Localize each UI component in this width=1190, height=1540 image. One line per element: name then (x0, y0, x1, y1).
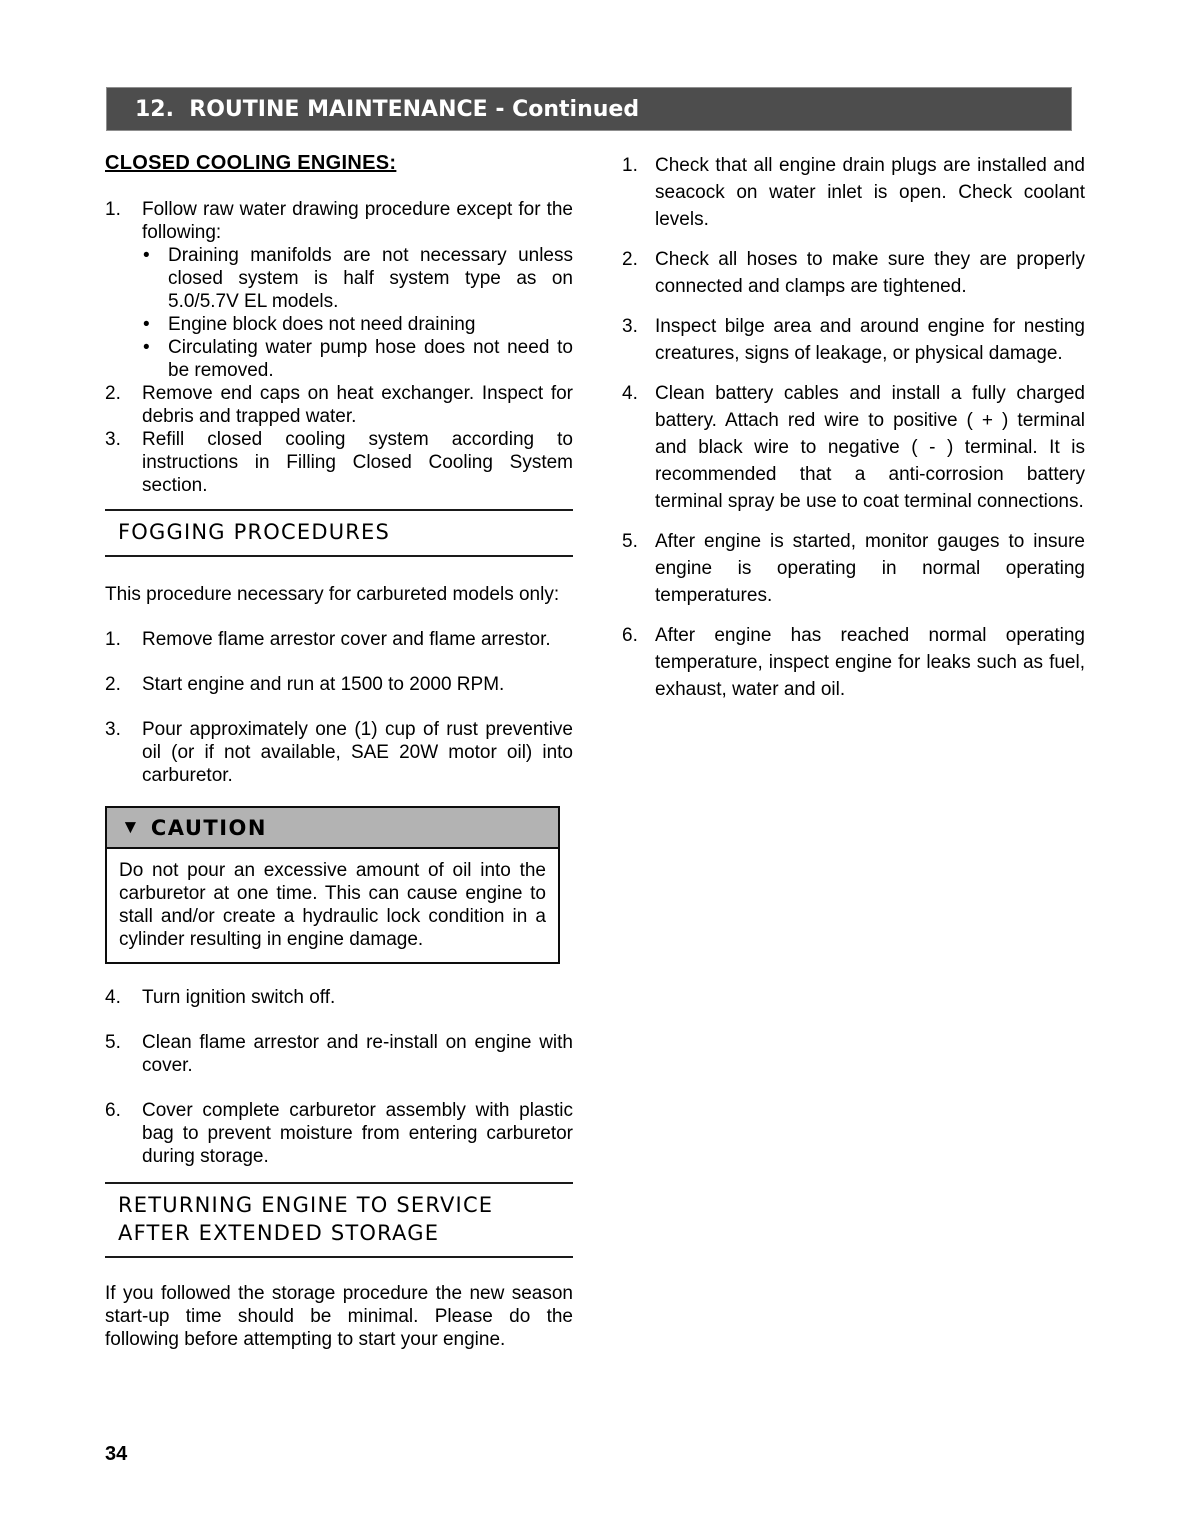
bullet-item (142, 336, 573, 382)
list-item (105, 1099, 573, 1168)
list-item (105, 986, 573, 1009)
list-item-text: Pour approximately one (1) cup of rust preventive oil (or if not available, SAE 20W motor oil) into carburetor. (142, 719, 573, 786)
list-item (105, 1031, 573, 1077)
right-column (622, 152, 1085, 716)
list-item-text: Remove end caps on heat exchanger. Inspect for debris and trapped water. (142, 383, 573, 427)
list-item-text: Check that all engine drain plugs are installed and seacock on water inlet is open. Check coolant levels. (655, 155, 1085, 230)
list-item-number: 5. (105, 1032, 121, 1053)
list-item (105, 198, 573, 382)
returning-heading: RETURNING ENGINE TO SERVICE AFTER EXTENDED STORAGE (118, 1193, 494, 1245)
fogging-heading-block (105, 509, 573, 557)
list-item-text: After engine is started, monitor gauges to insure engine is operating in normal operating temperatures. (655, 531, 1085, 606)
list-item-body (142, 198, 573, 382)
list-item-text: Follow raw water drawing procedure except for the following: (142, 199, 573, 243)
caution-header (105, 806, 560, 849)
list-item (622, 313, 1085, 367)
list-item (105, 382, 573, 428)
list-item-number: 4. (105, 987, 121, 1008)
list-item-text: Turn ignition switch off. (142, 987, 336, 1008)
list-item-text: After engine has reached normal operating temperature, inspect engine for leaks such as fuel, exhaust, water and oil. (655, 625, 1085, 700)
section-header-title: 12. ROUTINE MAINTENANCE - Continued (135, 96, 640, 122)
page-number: 34 (105, 1443, 128, 1465)
list-item-text: Refill closed cooling system according to instructions in Filling Closed Cooling System section. (142, 429, 573, 496)
list-item-number: 1. (622, 155, 638, 176)
list-item (105, 718, 573, 787)
bullet-list (142, 244, 573, 382)
bullet-icon: • (143, 337, 150, 358)
list-item-text: Start engine and run at 1500 to 2000 RPM. (142, 674, 505, 695)
caution-text: Do not pour an excessive amount of oil into the carburetor at one time. This can cause engine to stall and/or create a hydraulic lock condition in a cylinder resulting in engine damage. (105, 849, 560, 964)
bullet-text: Circulating water pump hose does not need to be removed. (168, 337, 573, 381)
list-item (622, 622, 1085, 703)
caution-triangle-icon: ▼ (121, 817, 140, 838)
fogging-intro: This procedure necessary for carbureted models only: (105, 584, 560, 605)
list-item (105, 428, 573, 497)
list-item (622, 528, 1085, 609)
section-header-bar (106, 87, 1072, 131)
fogging-heading: FOGGING PROCEDURES (118, 520, 391, 544)
list-item (105, 673, 573, 696)
list-item-number: 2. (105, 674, 121, 695)
list-item-text: Cover complete carburetor assembly with plastic bag to prevent moisture from entering carburetor during storage. (142, 1100, 573, 1167)
caution-box (105, 806, 560, 964)
list-item-number: 1. (105, 199, 121, 220)
list-item (622, 246, 1085, 300)
fogging-list (105, 628, 573, 787)
list-item (622, 152, 1085, 233)
bullet-text: Engine block does not need draining (168, 314, 476, 335)
list-item (622, 380, 1085, 515)
list-item (105, 628, 573, 651)
list-item-number: 5. (622, 531, 638, 552)
bullet-icon: • (143, 314, 150, 335)
closed-cooling-list (105, 198, 573, 497)
fogging-list-continued (105, 986, 573, 1168)
bullet-item (142, 244, 573, 313)
list-item-text: Check all hoses to make sure they are properly connected and clamps are tightened. (655, 249, 1085, 297)
returning-paragraph: If you followed the storage procedure the new season start-up time should be minimal. Please do the following before attempting to start your engine. (105, 1283, 573, 1350)
list-item-text: Inspect bilge area and around engine for nesting creatures, signs of leakage, or physical damage. (655, 316, 1085, 364)
list-item-number: 1. (105, 629, 121, 650)
list-item-number: 6. (105, 1100, 121, 1121)
list-item-number: 3. (105, 429, 121, 450)
list-item-number: 2. (105, 383, 121, 404)
list-item-text: Remove flame arrestor cover and flame arrestor. (142, 629, 551, 650)
list-item-number: 3. (622, 316, 638, 337)
returning-heading-block (105, 1182, 573, 1258)
bullet-icon: • (143, 245, 150, 266)
closed-cooling-heading: CLOSED COOLING ENGINES: (105, 152, 397, 174)
list-item-number: 3. (105, 719, 121, 740)
list-item-text: Clean flame arrestor and re-install on engine with cover. (142, 1032, 573, 1076)
bullet-text: Draining manifolds are not necessary unless closed system is half system type as on 5.0/5.7V EL models. (168, 245, 573, 312)
list-item-number: 2. (622, 249, 638, 270)
list-item-number: 4. (622, 383, 638, 404)
list-item-text: Clean battery cables and install a fully charged battery. Attach red wire to positive ( + ) terminal and black wire to negative ( - ) terminal. It is recommended that a anti-corrosion battery terminal spray be use to coat terminal connections. (655, 383, 1085, 512)
caution-label: CAUTION (150, 816, 267, 840)
list-item-number: 6. (622, 625, 638, 646)
left-column (105, 152, 573, 1351)
bullet-item (142, 313, 573, 336)
